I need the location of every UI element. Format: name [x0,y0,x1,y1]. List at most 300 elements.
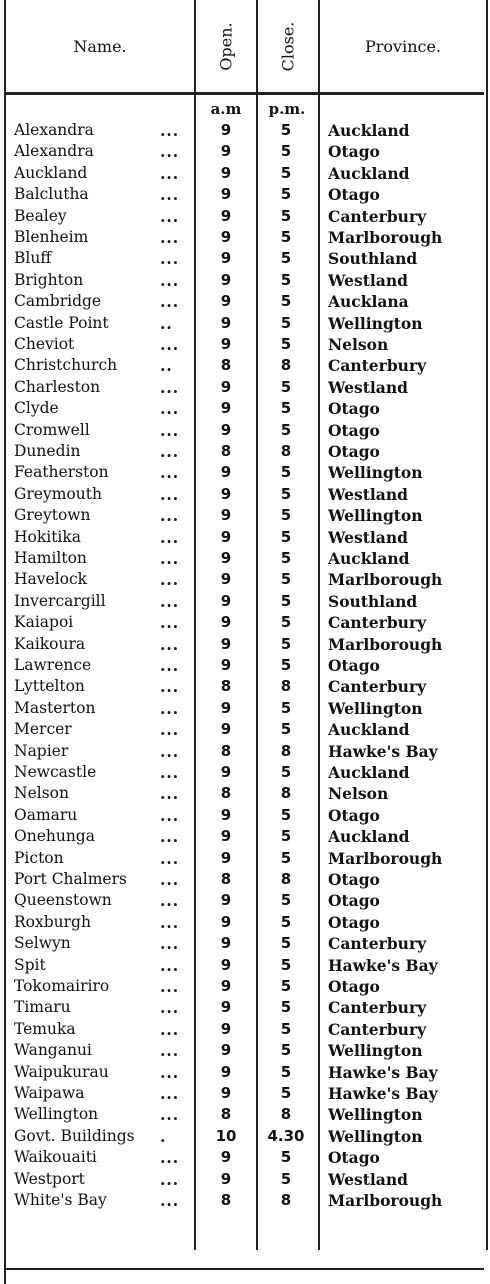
row-close-hour: 5 [280,998,292,1017]
row-name: White's Bay [14,1191,107,1209]
header-province-label: Province. [364,36,442,56]
row-leader-dots: ... [160,549,180,568]
table-row [0,1147,490,1168]
unit-open: a.m [210,100,242,118]
row-province: Nelson [328,335,389,354]
table-row [0,676,490,697]
row-province: Marlborough [328,1191,443,1210]
table-row [0,912,490,933]
row-leader-dots: ... [160,934,180,954]
row-name: Cheviot [14,335,75,353]
row-leader-dots: ... [160,955,180,975]
row-open-hour: 9 [220,613,232,632]
row-close-hour: 8 [280,741,292,760]
row-open-hour: 9 [220,484,232,503]
row-close-hour: 5 [280,163,292,182]
row-province: Auckland [328,121,410,140]
row-leader-dots: ... [160,912,180,932]
header-name-label: Name. [73,36,127,56]
table-row [0,698,490,719]
row-province: Otago [328,185,380,205]
row-province: Otago [328,420,380,440]
row-open-hour: 9 [220,634,232,653]
row-leader-dots: ... [160,292,180,312]
row-open-hour: 9 [220,399,232,418]
row-province: Canterbury [328,613,427,633]
row-close-hour: 5 [280,805,292,824]
row-open-hour: 8 [220,677,232,696]
row-name: Nelson [14,784,69,803]
row-open-hour: 9 [220,313,232,332]
row-open-hour: 10 [215,1126,237,1145]
row-name: Masterton [14,698,96,717]
row-open-hour: 8 [220,741,232,760]
table-row [0,462,490,483]
row-province: Auckland [328,827,410,847]
table-row [0,206,490,227]
row-close-hour: 8 [280,1105,292,1124]
row-close-hour: 5 [280,1084,292,1102]
row-open-hour: 9 [220,463,232,482]
row-open-hour: 8 [220,356,232,375]
row-name: Featherston [14,463,109,482]
row-province: Canterbury [328,677,427,697]
table-row [0,505,490,526]
row-leader-dots: ... [160,527,180,547]
row-open-hour: 9 [220,934,232,953]
row-name: Westport [14,1169,85,1188]
table-row [0,227,490,248]
table-row [0,976,490,997]
row-province: Wellington [328,313,423,333]
row-name: Roxburgh [14,912,91,931]
row-leader-dots: ... [160,741,180,761]
row-open-hour: 9 [220,249,232,268]
row-name: Tokomairiro [14,977,110,995]
table-row [0,591,490,612]
row-close-hour: 5 [280,206,292,225]
row-name: Greymouth [14,484,102,503]
table-row [0,291,490,312]
row-close-hour: 5 [280,228,292,246]
row-open-hour: 9 [220,998,232,1017]
row-leader-dots: ... [160,1019,180,1039]
row-close-hour: 5 [280,121,292,139]
table-row [0,1083,490,1104]
row-province: Wellington [328,1041,423,1061]
row-open-hour: 9 [220,142,232,161]
row-province: Marlborough [328,228,443,247]
table-row [0,1126,490,1147]
row-close-hour: 5 [280,891,292,910]
row-province: Southland [328,249,418,269]
row-name: Temuka [14,1019,76,1038]
table-row [0,377,490,398]
row-leader-dots: ... [160,506,180,526]
row-close-hour: 5 [280,763,292,781]
table-row [0,612,490,633]
row-name: Auckland [14,163,88,182]
row-name: Kaiapoi [14,613,74,632]
row-leader-dots: ... [160,591,180,611]
row-close-hour: 5 [280,463,292,482]
table-row [0,484,490,505]
row-province: Otago [328,656,380,675]
row-close-hour: 5 [280,506,292,525]
table-row [0,1104,490,1125]
table-row [0,805,490,826]
row-province: Wellington [328,1126,423,1146]
row-name: Balclutha [14,185,89,204]
row-leader-dots: ... [160,142,180,162]
row-close-hour: 5 [280,484,292,503]
row-province: Wellington [328,463,423,483]
row-open-hour: 9 [220,656,232,674]
row-province: Otago [328,912,380,932]
row-name: Christchurch [14,356,118,375]
row-name: Charleston [14,377,101,396]
table-row [0,1040,490,1061]
row-name: Bluff [14,249,52,268]
row-name: Alexandra [14,121,94,139]
row-leader-dots: ... [160,1084,180,1103]
unit-close: p.m. [268,100,306,118]
header-open-label: Open. [216,21,236,71]
row-province: Nelson [328,784,389,804]
row-leader-dots: ... [160,720,180,740]
row-close-hour: 8 [280,356,292,375]
row-leader-dots: ... [160,1041,180,1061]
table-row [0,248,490,269]
row-province: Hawke's Bay [328,741,438,761]
row-close-hour: 8 [280,1191,292,1209]
row-close-hour: 5 [280,549,292,567]
row-name: Castle Point [14,313,109,332]
row-leader-dots: ... [160,1105,180,1125]
row-close-hour: 4.30 [267,1126,305,1145]
row-close-hour: 5 [280,698,292,717]
table-row [0,163,490,184]
row-open-hour: 8 [220,784,232,803]
row-leader-dots: ... [160,206,180,226]
row-open-hour: 9 [220,549,232,567]
row-name: Clyde [14,399,59,418]
table-row [0,762,490,783]
row-open-hour: 9 [220,185,232,204]
row-open-hour: 9 [220,827,232,846]
row-name: Picton [14,848,64,867]
row-name: Govt. Buildings [14,1126,135,1145]
row-name: Blenheim [14,228,89,246]
table-row [0,334,490,355]
row-name: Napier [14,741,69,760]
row-name: Invercargill [14,591,106,610]
row-close-hour: 5 [280,1019,292,1038]
row-name: Alexandra [14,142,94,161]
row-leader-dots: ... [160,848,180,868]
row-close-hour: 8 [280,677,292,696]
row-province: Otago [328,142,380,162]
table-row [0,997,490,1018]
row-open-hour: 9 [220,206,232,225]
row-leader-dots: ... [160,420,180,440]
row-province: Canterbury [328,206,427,226]
row-province: Wellington [328,1105,423,1125]
row-open-hour: 9 [220,570,232,589]
row-leader-dots: ... [160,1191,180,1210]
row-name: Cromwell [14,420,90,439]
row-leader-dots: . [160,1126,167,1146]
row-close-hour: 5 [280,313,292,332]
row-province: Canterbury [328,1019,427,1039]
row-close-hour: 5 [280,912,292,931]
header-close-label: Close. [278,21,298,71]
row-name: Waikouaiti [14,1148,97,1167]
row-province: Auckland [328,163,410,183]
table-row [0,655,490,676]
row-province: Hawke's Bay [328,955,438,975]
row-close-hour: 8 [280,784,292,803]
row-province: Otago [328,399,380,419]
row-close-hour: 5 [280,142,292,161]
row-close-hour: 5 [280,613,292,632]
table-row [0,270,490,291]
table-row [0,848,490,869]
row-open-hour: 9 [220,955,232,974]
table-row [0,933,490,954]
row-name: Spit [14,955,46,974]
table-row [0,719,490,740]
row-province: Westland [328,377,408,397]
row-close-hour: 5 [280,1062,292,1081]
row-open-hour: 8 [220,1191,232,1209]
row-open-hour: 9 [220,335,232,353]
row-leader-dots: ... [160,1062,180,1082]
row-province: Marlborough [328,570,443,590]
row-province: Westland [328,1169,408,1189]
row-province: Wellington [328,698,423,718]
row-close-hour: 5 [280,292,292,311]
row-close-hour: 5 [280,249,292,268]
row-name: Oamaru [14,805,78,824]
row-close-hour: 5 [280,848,292,867]
table-row [0,783,490,804]
row-open-hour: 9 [220,163,232,182]
table-row [0,527,490,548]
row-open-hour: 9 [220,1019,232,1038]
table-row [0,634,490,655]
row-close-hour: 5 [280,720,292,739]
row-open-hour: 9 [220,270,232,289]
row-province: Westland [328,527,408,547]
row-province: Otago [328,870,380,889]
row-close-hour: 5 [280,977,292,995]
header-close [258,0,318,92]
table-row [0,890,490,911]
row-leader-dots: .. [160,356,173,376]
row-open-hour: 9 [220,891,232,910]
row-name: Port Chalmers [14,870,127,888]
row-province: Canterbury [328,934,427,954]
row-leader-dots: ... [160,656,180,675]
table-row [0,826,490,847]
row-leader-dots: ... [160,784,180,804]
row-leader-dots: ... [160,1169,180,1189]
header-name [6,0,194,92]
row-close-hour: 5 [280,377,292,396]
row-name: Havelock [14,570,88,589]
row-open-hour: 9 [220,848,232,867]
row-name: Kaikoura [14,634,86,653]
row-close-hour: 5 [280,827,292,846]
row-leader-dots: ... [160,998,180,1018]
row-leader-dots: ... [160,1148,180,1168]
row-name: Hokitika [14,527,82,546]
table-row [0,1019,490,1040]
row-leader-dots: ... [160,891,180,911]
row-name: Selwyn [14,934,71,953]
header-open [196,0,256,92]
table-row [0,548,490,569]
row-leader-dots: ... [160,121,180,140]
row-leader-dots: ... [160,249,180,269]
row-close-hour: 8 [280,870,292,888]
row-leader-dots: ... [160,335,180,354]
row-province: Westland [328,270,408,290]
row-province: Canterbury [328,356,427,376]
row-open-hour: 9 [220,377,232,396]
row-leader-dots: ... [160,805,180,825]
row-province: Canterbury [328,998,427,1018]
row-close-hour: 5 [280,570,292,589]
row-name: Lawrence [14,656,92,674]
row-open-hour: 9 [220,912,232,931]
row-name: Greytown [14,506,91,525]
row-leader-dots: ... [160,977,180,996]
row-leader-dots: ... [160,228,180,247]
row-close-hour: 5 [280,420,292,439]
row-leader-dots: ... [160,463,180,483]
table-row [0,420,490,441]
row-close-hour: 5 [280,335,292,353]
row-name: Mercer [14,720,72,739]
row-leader-dots: ... [160,677,180,697]
row-name: Onehunga [14,827,95,846]
row-leader-dots: ... [160,613,180,633]
row-leader-dots: ... [160,484,180,504]
row-name: Queenstown [14,891,112,910]
row-open-hour: 8 [220,870,232,888]
row-name: Cambridge [14,292,102,311]
row-close-hour: 5 [280,270,292,289]
row-leader-dots: ... [160,870,180,889]
row-name: Waipawa [14,1084,85,1102]
table-row [0,141,490,162]
row-close-hour: 5 [280,527,292,546]
row-open-hour: 9 [220,420,232,439]
row-name: Timaru [14,998,71,1017]
row-open-hour: 9 [220,506,232,525]
row-leader-dots: ... [160,270,180,290]
row-province: Otago [328,891,380,911]
footer-rule [6,1268,484,1270]
row-open-hour: 9 [220,591,232,610]
row-close-hour: 5 [280,1148,292,1167]
table-row [0,441,490,462]
row-open-hour: 9 [220,1148,232,1167]
header-rule [6,92,484,95]
row-province: Wellington [328,506,423,526]
table-row [0,355,490,376]
row-close-hour: 5 [280,634,292,653]
row-open-hour: 9 [220,1169,232,1188]
row-open-hour: 8 [220,442,232,460]
row-leader-dots: ... [160,163,180,183]
table-row [0,569,490,590]
row-name: Wellington [14,1105,99,1124]
row-name: Newcastle [14,763,97,781]
header-province [320,0,486,92]
row-open-hour: 9 [220,763,232,781]
row-open-hour: 9 [220,1084,232,1102]
table-row [0,1190,490,1211]
row-open-hour: 9 [220,720,232,739]
table-row [0,120,490,141]
row-close-hour: 5 [280,656,292,674]
row-open-hour: 9 [220,292,232,311]
row-close-hour: 8 [280,442,292,460]
row-name: Dunedin [14,442,81,460]
row-leader-dots: ... [160,634,180,654]
row-open-hour: 9 [220,527,232,546]
row-close-hour: 5 [280,955,292,974]
table-row [0,398,490,419]
row-open-hour: 9 [220,228,232,246]
row-close-hour: 5 [280,399,292,418]
row-open-hour: 9 [220,698,232,717]
row-leader-dots: .. [160,313,173,333]
row-province: Otago [328,1148,380,1168]
table-row [0,1062,490,1083]
table-row [0,869,490,890]
row-province: Auckland [328,720,410,740]
row-close-hour: 5 [280,591,292,610]
row-leader-dots: ... [160,763,180,782]
table-row [0,184,490,205]
row-leader-dots: ... [160,827,180,847]
row-close-hour: 5 [280,1169,292,1188]
row-leader-dots: ... [160,442,180,461]
row-leader-dots: ... [160,698,180,718]
row-open-hour: 9 [220,805,232,824]
row-province: Auckland [328,549,410,568]
row-province: Westland [328,484,408,504]
row-open-hour: 8 [220,1105,232,1124]
row-open-hour: 9 [220,121,232,139]
row-province: Marlborough [328,634,443,654]
row-province: Auckland [328,763,410,782]
row-name: Bealey [14,206,67,225]
row-name: Brighton [14,270,84,289]
row-name: Waipukurau [14,1062,109,1081]
row-province: Hawke's Bay [328,1084,438,1103]
row-province: Otago [328,805,380,825]
row-close-hour: 5 [280,934,292,953]
row-name: Hamilton [14,549,87,567]
table-row [0,741,490,762]
row-province: Marlborough [328,848,443,868]
table-row [0,1169,490,1190]
